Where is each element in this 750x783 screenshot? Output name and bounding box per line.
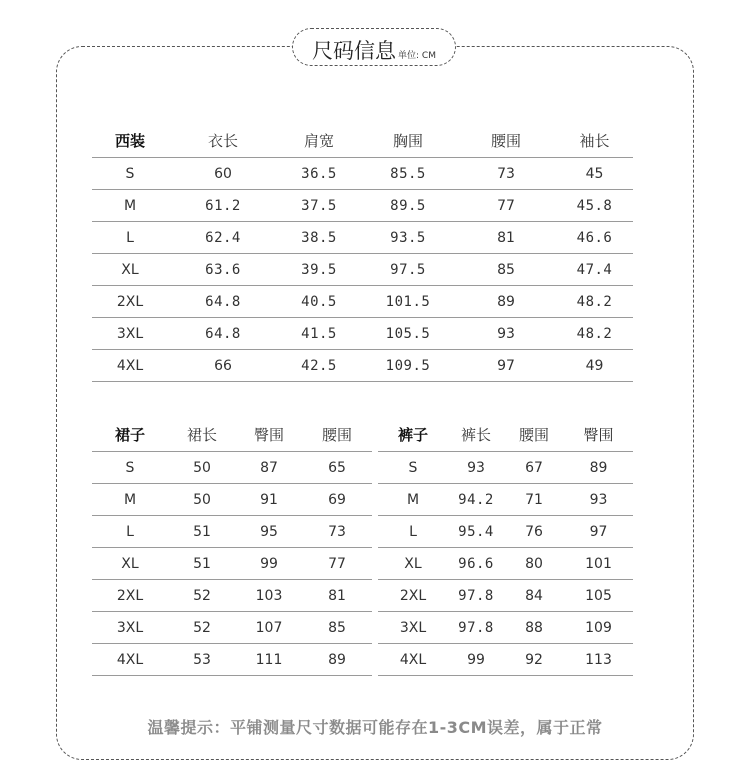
measurement-cell: 85 — [456, 254, 556, 286]
size-label: XL — [378, 548, 448, 580]
table-row — [92, 548, 372, 580]
table-row — [378, 612, 633, 644]
title-badge — [292, 28, 456, 66]
table-row — [92, 644, 372, 676]
measurement-cell: 60 — [168, 158, 278, 190]
measurement-cell: 49 — [556, 350, 633, 382]
measurement-cell: 107 — [236, 612, 302, 644]
measurement-cell: 64.8 — [168, 286, 278, 318]
size-label: 3XL — [378, 612, 448, 644]
size-label: 4XL — [378, 644, 448, 676]
measurement-cell: 113 — [564, 644, 633, 676]
measurement-cell: 37.5 — [278, 190, 360, 222]
page-title: 尺码信息 — [312, 39, 397, 63]
table-row — [92, 516, 372, 548]
measurement-cell: 65 — [302, 452, 372, 484]
size-label: 3XL — [92, 318, 168, 350]
measurement-cell: 80 — [504, 548, 564, 580]
measurement-cell: 85 — [302, 612, 372, 644]
measurement-cell: 36.5 — [278, 158, 360, 190]
size-label: S — [92, 452, 168, 484]
measurement-cell: 97 — [564, 516, 633, 548]
measurement-cell: 97 — [456, 350, 556, 382]
measurement-cell: 73 — [456, 158, 556, 190]
column-header: 腰围 — [302, 417, 372, 452]
size-label: 4XL — [92, 350, 168, 382]
measurement-cell: 63.6 — [168, 254, 278, 286]
size-label: L — [378, 516, 448, 548]
measurement-cell: 97.8 — [448, 612, 504, 644]
measurement-cell: 85.5 — [360, 158, 456, 190]
table-row — [378, 452, 633, 484]
size-label: M — [92, 190, 168, 222]
measurement-cell: 48.2 — [556, 318, 633, 350]
measurement-cell: 41.5 — [278, 318, 360, 350]
measurement-cell: 93 — [456, 318, 556, 350]
measurement-cell: 48.2 — [556, 286, 633, 318]
column-header: 臀围 — [236, 417, 302, 452]
measurement-cell: 52 — [168, 580, 236, 612]
measurement-cell: 105 — [564, 580, 633, 612]
measurement-cell: 89 — [456, 286, 556, 318]
measurement-cell: 91 — [236, 484, 302, 516]
size-label: XL — [92, 254, 168, 286]
measurement-cell: 96.6 — [448, 548, 504, 580]
size-label: 2XL — [378, 580, 448, 612]
measurement-cell: 50 — [168, 452, 236, 484]
table-header-row — [92, 123, 633, 158]
measurement-cell: 77 — [302, 548, 372, 580]
measurement-cell: 39.5 — [278, 254, 360, 286]
measurement-cell: 51 — [168, 516, 236, 548]
measurement-cell: 97.5 — [360, 254, 456, 286]
table-row — [92, 580, 372, 612]
measurement-cell: 95.4 — [448, 516, 504, 548]
table-category-header: 裙子 — [92, 417, 168, 452]
measurement-cell: 87 — [236, 452, 302, 484]
size-label: S — [92, 158, 168, 190]
size-label: M — [92, 484, 168, 516]
measurement-cell: 64.8 — [168, 318, 278, 350]
measurement-cell: 93.5 — [360, 222, 456, 254]
table-category-header: 西装 — [92, 123, 168, 158]
size-label: XL — [92, 548, 168, 580]
measurement-cell: 111 — [236, 644, 302, 676]
measurement-cell: 66 — [168, 350, 278, 382]
table-row — [92, 452, 372, 484]
measurement-cell: 81 — [456, 222, 556, 254]
table-row — [92, 222, 633, 254]
measurement-cell: 40.5 — [278, 286, 360, 318]
measurement-cell: 52 — [168, 612, 236, 644]
table-row — [92, 612, 372, 644]
pants-size-table — [378, 417, 633, 676]
skirt-size-table — [92, 417, 372, 676]
table-category-header: 裤子 — [378, 417, 448, 452]
table-row — [92, 254, 633, 286]
measurement-cell: 76 — [504, 516, 564, 548]
measurement-cell: 69 — [302, 484, 372, 516]
measurement-cell: 77 — [456, 190, 556, 222]
measurement-cell: 81 — [302, 580, 372, 612]
size-label: L — [92, 516, 168, 548]
measurement-cell: 109.5 — [360, 350, 456, 382]
size-label: 4XL — [92, 644, 168, 676]
column-header: 胸围 — [360, 123, 456, 158]
column-header: 臀围 — [564, 417, 633, 452]
size-label: L — [92, 222, 168, 254]
measurement-cell: 46.6 — [556, 222, 633, 254]
measurement-cell: 50 — [168, 484, 236, 516]
measurement-note: 温馨提示：平铺测量尺寸数据可能存在1-3CM误差，属于正常 — [147, 718, 603, 737]
measurement-cell: 42.5 — [278, 350, 360, 382]
measurement-cell: 94.2 — [448, 484, 504, 516]
measurement-cell: 45 — [556, 158, 633, 190]
suit-size-table — [92, 123, 633, 382]
measurement-cell: 105.5 — [360, 318, 456, 350]
size-label: 2XL — [92, 580, 168, 612]
column-header: 袖长 — [556, 123, 633, 158]
measurement-cell: 89 — [302, 644, 372, 676]
measurement-cell: 92 — [504, 644, 564, 676]
measurement-cell: 93 — [448, 452, 504, 484]
table-row — [378, 644, 633, 676]
measurement-cell: 109 — [564, 612, 633, 644]
table-row — [92, 350, 633, 382]
table-row — [92, 158, 633, 190]
column-header: 衣长 — [168, 123, 278, 158]
table-header-row — [92, 417, 372, 452]
column-header: 肩宽 — [278, 123, 360, 158]
column-header: 腰围 — [504, 417, 564, 452]
size-label: 2XL — [92, 286, 168, 318]
column-header: 裙长 — [168, 417, 236, 452]
measurement-cell: 89.5 — [360, 190, 456, 222]
size-label: S — [378, 452, 448, 484]
measurement-cell: 61.2 — [168, 190, 278, 222]
table-row — [378, 580, 633, 612]
measurement-cell: 51 — [168, 548, 236, 580]
table-row — [92, 318, 633, 350]
measurement-cell: 67 — [504, 452, 564, 484]
table-row — [378, 516, 633, 548]
table-row — [92, 484, 372, 516]
measurement-cell: 84 — [504, 580, 564, 612]
table-row — [378, 484, 633, 516]
measurement-cell: 88 — [504, 612, 564, 644]
table-row — [92, 190, 633, 222]
measurement-cell: 73 — [302, 516, 372, 548]
size-label: M — [378, 484, 448, 516]
measurement-cell: 45.8 — [556, 190, 633, 222]
measurement-cell: 47.4 — [556, 254, 633, 286]
measurement-cell: 103 — [236, 580, 302, 612]
measurement-cell: 99 — [448, 644, 504, 676]
table-header-row — [378, 417, 633, 452]
measurement-cell: 97.8 — [448, 580, 504, 612]
table-row — [92, 286, 633, 318]
measurement-cell: 62.4 — [168, 222, 278, 254]
size-label: 3XL — [92, 612, 168, 644]
measurement-cell: 53 — [168, 644, 236, 676]
measurement-cell: 71 — [504, 484, 564, 516]
table-row — [378, 548, 633, 580]
unit-label: 单位: CM — [398, 51, 436, 61]
column-header: 腰围 — [456, 123, 556, 158]
measurement-cell: 99 — [236, 548, 302, 580]
measurement-cell: 89 — [564, 452, 633, 484]
column-header: 裤长 — [448, 417, 504, 452]
measurement-cell: 101.5 — [360, 286, 456, 318]
measurement-cell: 38.5 — [278, 222, 360, 254]
measurement-cell: 101 — [564, 548, 633, 580]
measurement-cell: 93 — [564, 484, 633, 516]
measurement-cell: 95 — [236, 516, 302, 548]
